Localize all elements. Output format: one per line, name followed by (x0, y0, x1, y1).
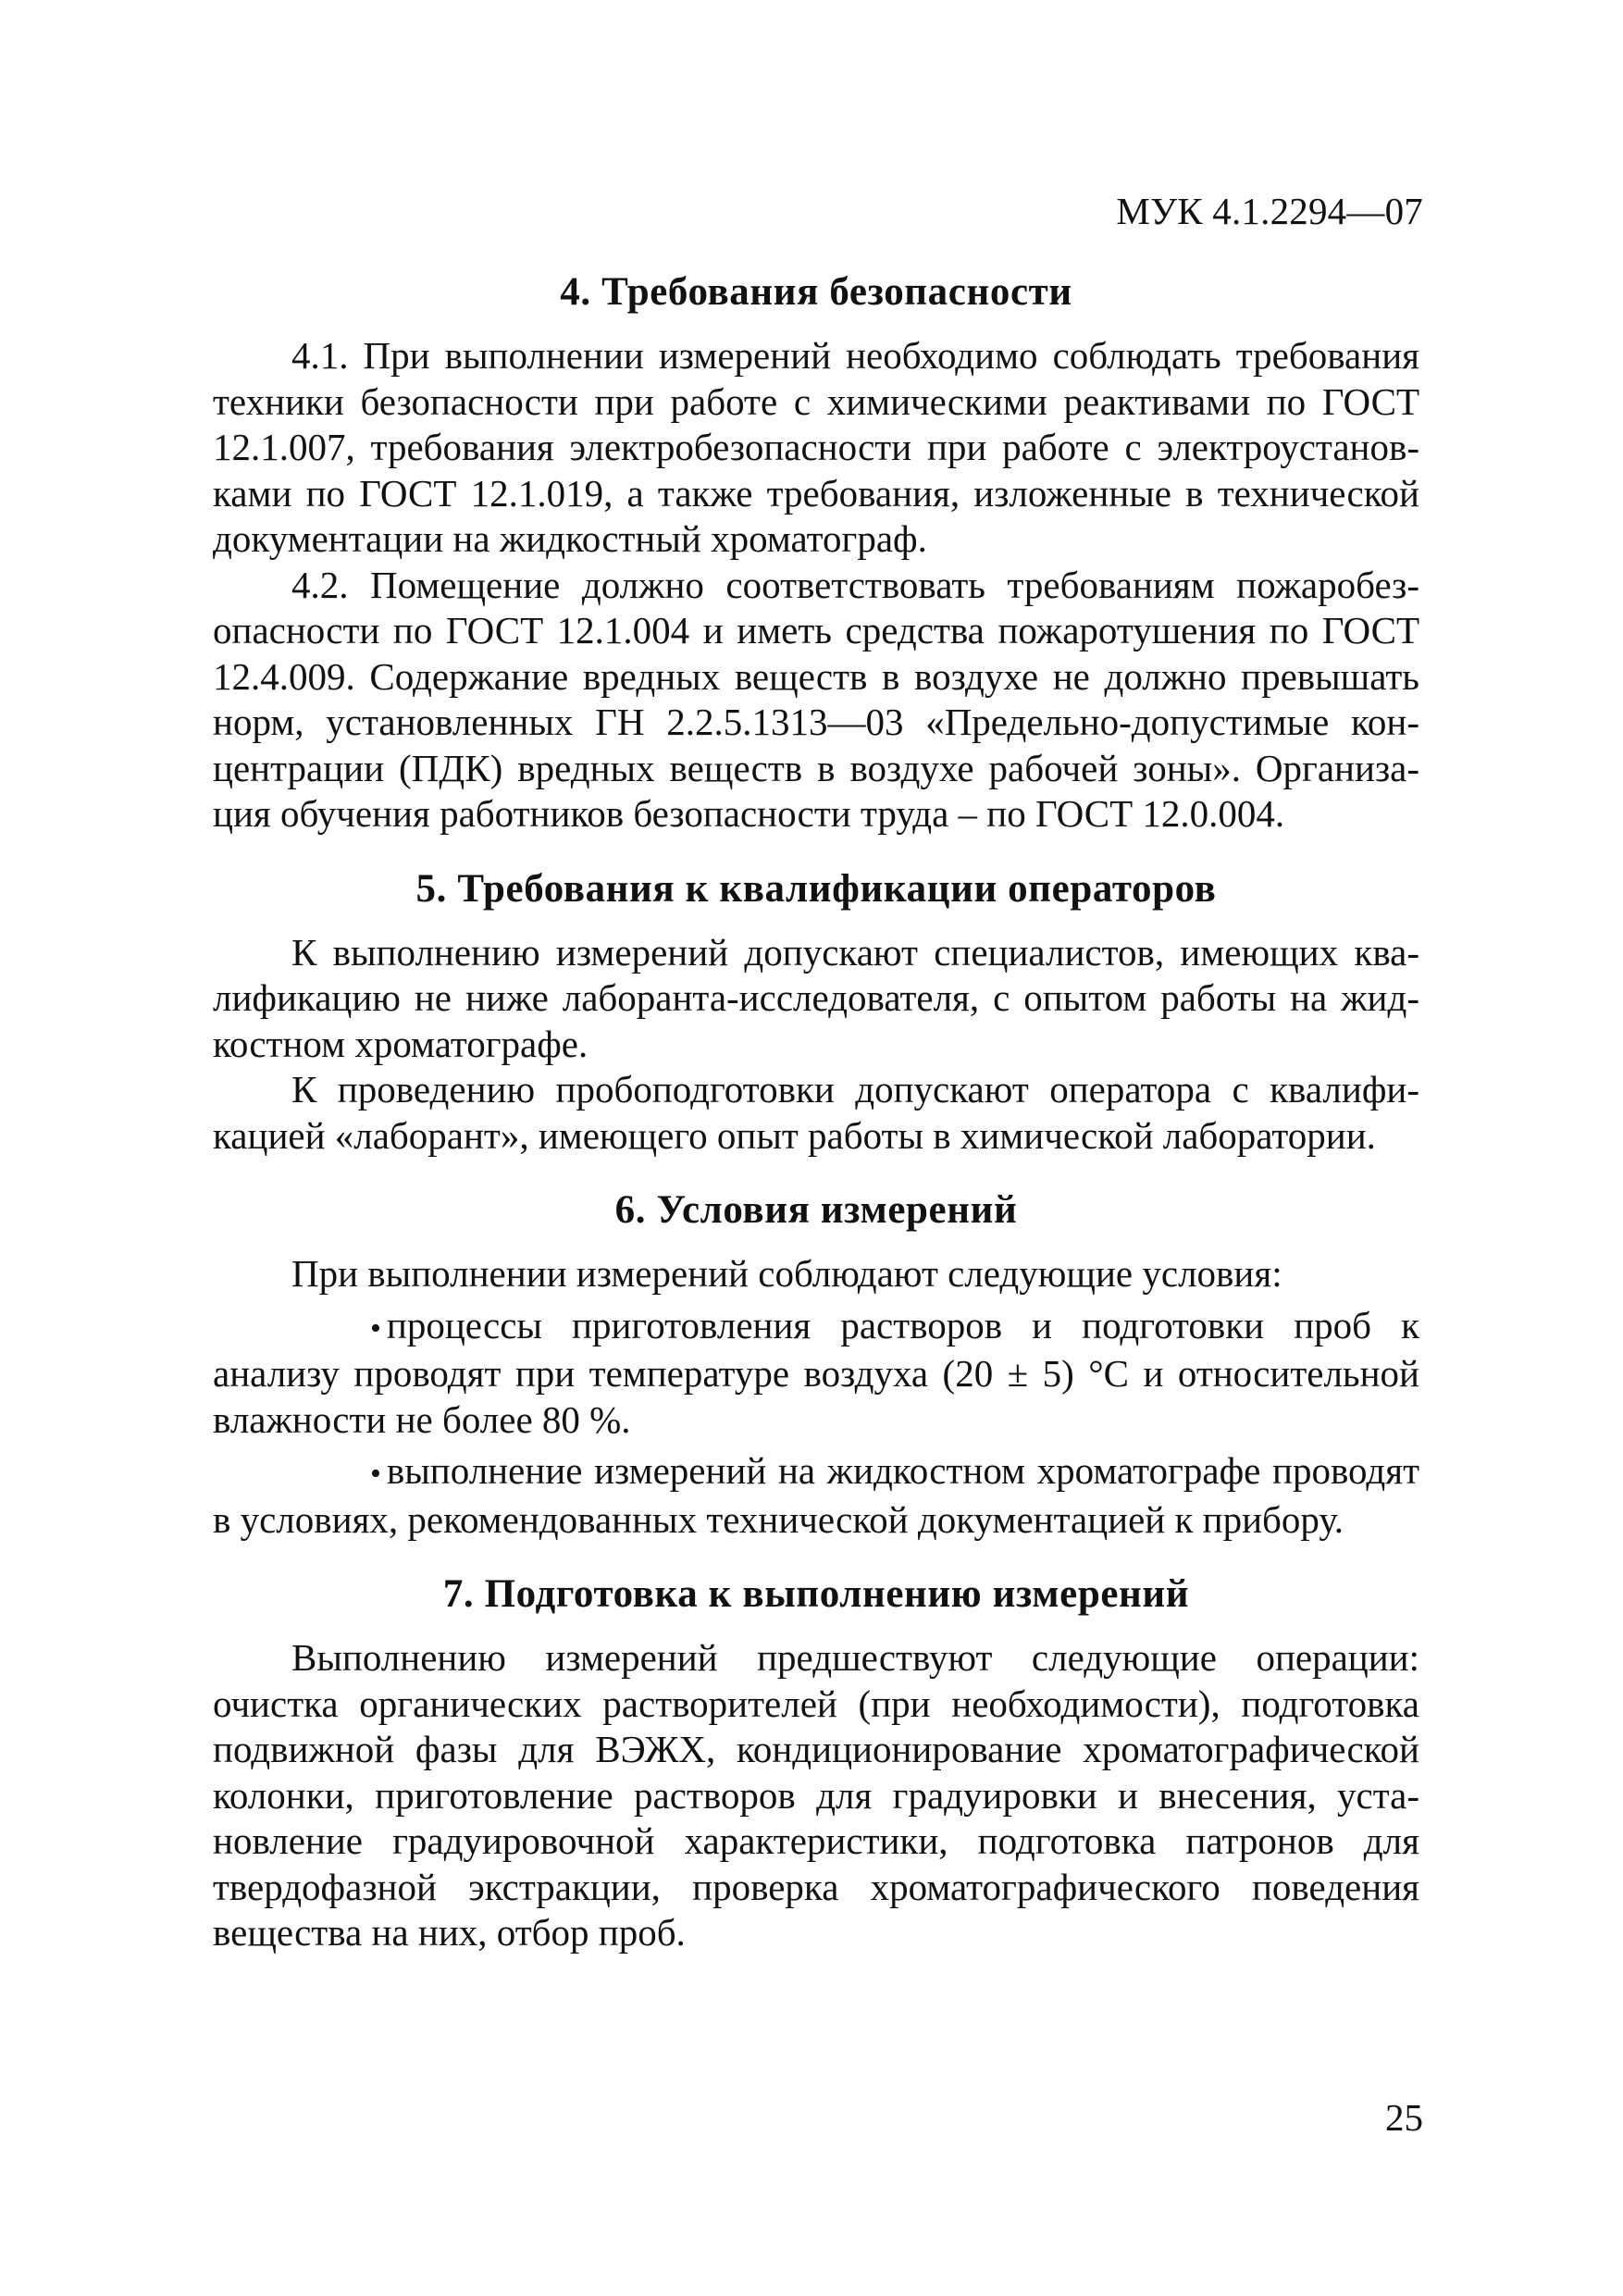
section-6-bullet-2 (213, 1448, 1419, 1543)
section-7-paragraph-1: Выполнению измерений предшествуют следующие операции: очистка органических растворителей (при необходимости), подготовка подвижной фазы для ВЭЖХ, кондиционирование хроматографической колонки, приготовление растворов для градуировки и внесения, установление градуировочной характеристики, подготовка патронов для твердофазной экстракции, проверка хроматографического поведения вещества на них, отбор проб. (213, 1636, 1419, 1954)
bullet-text: процессы приготовления растворов и подготовки проб к анализу проводят при температуре воздуха (20 ± 5) °С и относительной влажности не более 80 %. (213, 1303, 1419, 1441)
page-content (213, 268, 1419, 1956)
section-7-title: 7. Подготовка к выполнению измерений (442, 1572, 1190, 1616)
section-5-paragraph-1: К выполнению измерений допускают специалистов, имеющих квалификацию не ниже лаборанта-исследователя, с опытом работы на жидкостном хроматографе. (213, 930, 1419, 1065)
section-6-intro: При выполнении измерений соблюдают следующие условия: (291, 1252, 1282, 1295)
page-number: 25 (1385, 2096, 1423, 2139)
section-4-paragraph-2: 4.2. Помещение должно соответствовать требованиям пожаробезопасности по ГОСТ 12.1.004 и иметь средства пожаротушения по ГОСТ 12.4.009. Содержание вредных веществ в воздухе не должно превышать норм, установленных ГН 2.2.5.1313—03 «Предельно-допустимые концентрации (ПДК) вредных веществ в воздухе рабочей зоны». Организация обучения работников безопасности труда – по ГОСТ 12.0.004. (213, 563, 1419, 835)
bullet-text: выполнение измерений на жидкостном хроматографе проводят в условиях, рекомендованных технической документацией к прибору. (213, 1449, 1419, 1541)
section-5-paragraph-2: К проведению пробоподготовки допускают оператора с квалификацией «лаборант», имеющего опыт работы в химической лаборатории. (213, 1068, 1419, 1157)
bullet-icon: • (370, 1310, 381, 1346)
bullet-icon: • (370, 1457, 381, 1491)
section-6-bullet-1 (213, 1303, 1419, 1444)
document-code-header: МУК 4.1.2294—07 (1116, 190, 1423, 232)
section-6-title: 6. Условия измерений (614, 1188, 1018, 1232)
section-5-title: 5. Требования к квалификации операторов (415, 866, 1217, 911)
section-4-paragraph-1: 4.1. При выполнении измерений необходимо соблюдать требования техники безопасности при работе с химическими реактивами по ГОСТ 12.1.007, требования электробезопасности при работе с электроустановками по ГОСТ 12.1.019, а также требования, изложенные в технической документации на жидкостный хроматограф. (213, 334, 1419, 560)
section-4-title: 4. Требования безопасности (560, 270, 1072, 314)
